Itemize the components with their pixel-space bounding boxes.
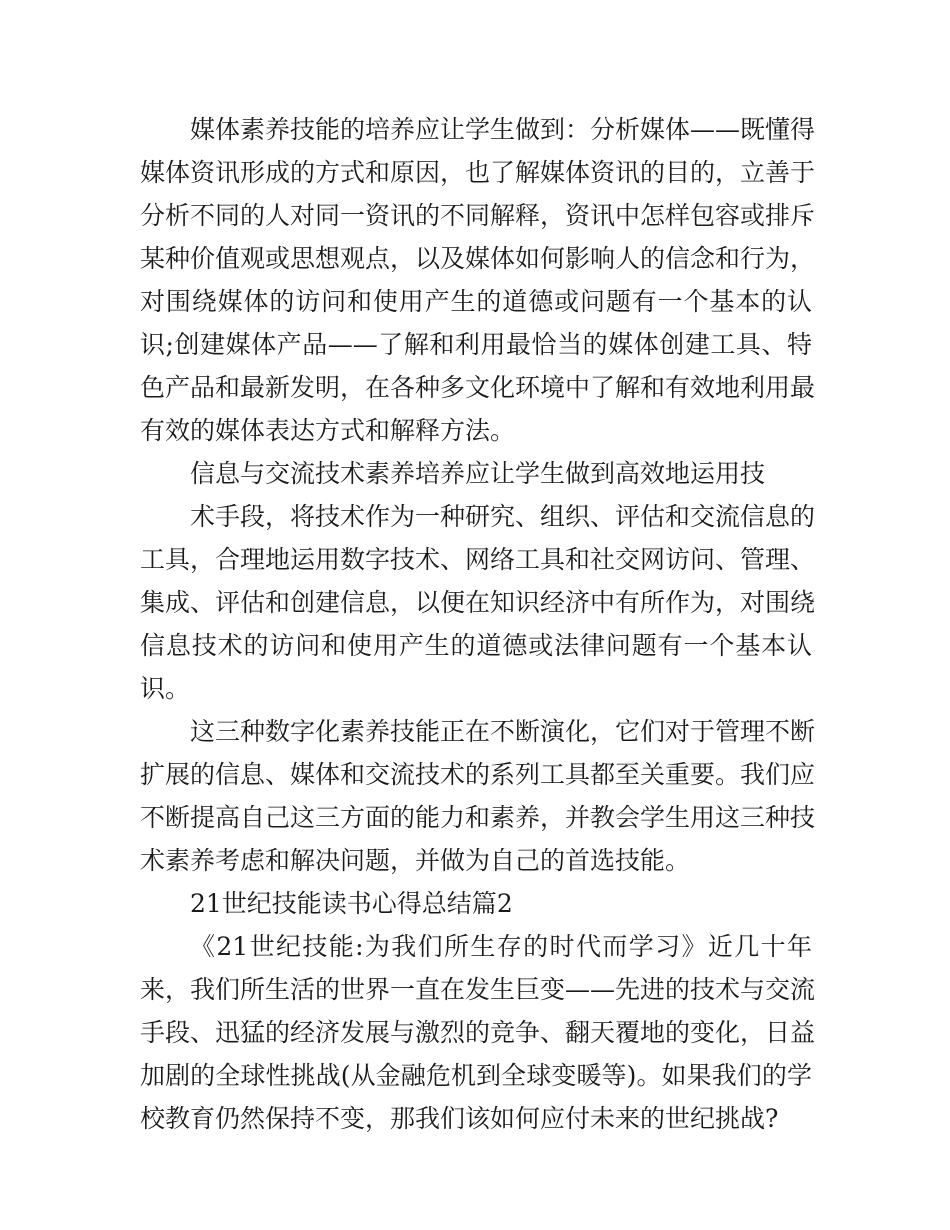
- text-line: 校教育仍然保持不变，那我们该如何应付未来的世纪挑战?: [140, 1104, 779, 1133]
- text-line: 信息与交流技术素养培养应让学生做到高效地运用技: [190, 459, 766, 488]
- text-line: 术手段，将技术作为一种研究、组织、评估和交流信息的: [190, 502, 816, 531]
- text-line: 媒体素养技能的培养应让学生做到：分析媒体——既懂得: [190, 115, 816, 144]
- paragraph-21st-century: [140, 925, 816, 1140]
- text-line: 分析不同的人对同一资讯的不同解释，资讯中怎样包容或排斥: [140, 201, 816, 230]
- text-line: 手段、迅猛的经济发展与激烈的竞争、翻天覆地的变化，日益: [140, 1018, 816, 1047]
- text-line: 加剧的全球性挑战(从金融危机到全球变暖等)。如果我们的学: [140, 1061, 812, 1090]
- text-line: 某种价值观或思想观点，以及媒体如何影响人的信念和行为，: [140, 244, 816, 273]
- text-line: 信息技术的访问和使用产生的道德或法律问题有一个基本认: [140, 631, 812, 660]
- text-line: 识;创建媒体产品——了解和利用最恰当的媒体创建工具、特: [140, 330, 812, 359]
- text-line: 对围绕媒体的访问和使用产生的道德或问题有一个基本的认: [140, 287, 812, 316]
- text-line: 这三种数字化素养技能正在不断演化，它们对于管理不断: [190, 717, 816, 746]
- paragraph-ict-literacy: [140, 452, 816, 710]
- text-line: 识。: [140, 674, 191, 703]
- section-heading-text: 21世纪技能读书心得总结篇2: [190, 889, 513, 918]
- text-line: 有效的媒体表达方式和解释方法。: [140, 416, 516, 445]
- text-line: 《21世纪技能:为我们所生存的时代而学习》近几十年: [190, 932, 812, 961]
- text-line: 工具，合理地运用数字技术、网络工具和社交网访问、管理、: [140, 545, 816, 574]
- text-line: 色产品和最新发明，在各种多文化环境中了解和有效地利用最: [140, 373, 816, 402]
- paragraph-digital-literacy: [140, 710, 816, 882]
- text-line: 不断提高自己这三方面的能力和素养，并教会学生用这三种技: [140, 803, 816, 832]
- text-line: 术素养考虑和解决问题，并做为自己的首选技能。: [140, 846, 691, 875]
- text-line: 媒体资讯形成的方式和原因，也了解媒体资讯的目的，立善于: [140, 158, 816, 187]
- text-line: 扩展的信息、媒体和交流技术的系列工具都至关重要。我们应: [140, 760, 816, 789]
- text-line: 来，我们所生活的世界一直在发生巨变——先进的技术与交流: [140, 975, 816, 1004]
- paragraph-media-literacy: [140, 108, 816, 452]
- text-line: 集成、评估和创建信息，以便在知识经济中有所作为，对围绕: [140, 588, 816, 617]
- document-body: [140, 108, 816, 1140]
- section-heading: [140, 882, 812, 925]
